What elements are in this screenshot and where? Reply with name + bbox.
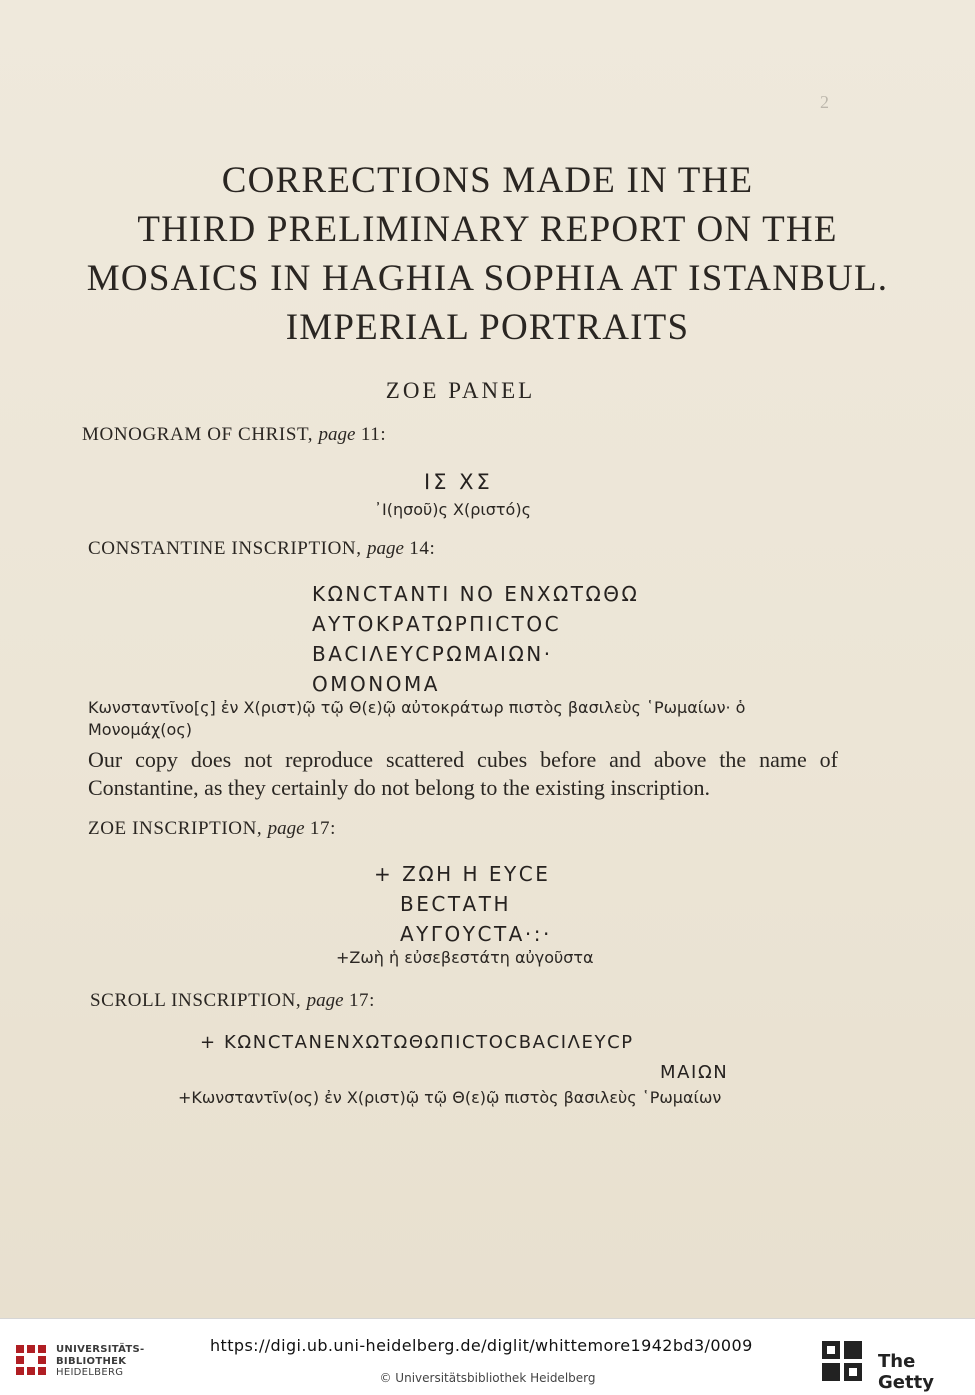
page-word: page (306, 990, 344, 1011)
scroll-inscription-line: + ΚΩΝCΤΑΝΕΝΧΩΤΩΘΩΠΙCΤΟCΒΑCΙΛΕΥCΡ (200, 1032, 634, 1053)
viewer-footer (0, 1318, 975, 1395)
copyright-notice: © Universitätsbibliothek Heidelberg (379, 1371, 596, 1385)
zoe-inscription-line: ΑΥΓΟΥCΤΑ·:· (400, 922, 552, 946)
constantine-inscription-line: ΒΑCΙΛΕΥCΡΩΜΑΙΩΝ· (312, 642, 553, 666)
page-num: 11: (360, 424, 387, 445)
scroll-reading: +Κωνσταντῖν(ος) ἐν Χ(ριστ)ῷ τῷ Θ(ε)ῷ πιστὸς βασιλεὺς ῾Ρωμαίων (178, 1088, 722, 1107)
scroll-inscription-line: ΜΑΙΩΝ (660, 1062, 729, 1083)
getty-logo-icon (820, 1339, 864, 1383)
constantine-inscription-line: ΚΩΝCΤΑΝΤΙ ΝΟ ΕΝΧΩΤΩΘΩ (312, 582, 640, 606)
page-num: 17: (309, 818, 337, 839)
library-line: BIBLIOTHEK (56, 1355, 127, 1367)
monogram-heading (82, 424, 386, 446)
monogram-inscription: ΙΣ ΧΣ (424, 470, 493, 494)
title-line: IMPERIAL PORTRAITS (285, 307, 690, 348)
page-word: page (318, 424, 356, 445)
scroll-heading (90, 990, 375, 1012)
constantine-label: CONSTANTINE INSCRIPTION, (88, 538, 362, 559)
page-number: 2 (820, 92, 829, 112)
title-line: THIRD PRELIMINARY REPORT ON THE (137, 209, 838, 250)
zoe-label: ZOE INSCRIPTION, (88, 818, 263, 839)
title-line: MOSAICS IN HAGHIA SOPHIA AT ISTANBUL. (86, 258, 889, 299)
getty-name: The Getty (878, 1351, 934, 1393)
library-line: HEIDELBERG (56, 1367, 124, 1378)
zoe-inscription-line: + ΖΩΗ Η ΕΥCΕ (374, 862, 551, 886)
zoe-reading: +Ζωὴ ἡ εὐσεβεστάτη αὐγοῦστα (336, 948, 594, 967)
permalink-url[interactable]: https://digi.ub.uni-heidelberg.de/diglit/whittemore1942bd3/0009 (210, 1336, 753, 1355)
page-num: 17: (348, 990, 376, 1011)
section-subtitle: ZOE PANEL (385, 378, 536, 403)
title-line: CORRECTIONS MADE IN THE (221, 160, 754, 201)
constantine-reading: Κωνσταντῖνο[ς] ἐν Χ(ριστ)ῷ τῷ Θ(ε)ῷ αὐτοκράτωρ πιστὸς βασιλεὺς ῾Ρωμαίων· ὁ (88, 698, 746, 717)
page-word: page (366, 538, 404, 559)
constantine-inscription-line: ΟΜΟΝΟΜΑ (312, 672, 440, 696)
constantine-inscription-line: ΑΥΤΟΚΡΑΤΩΡΠΙCΤΟC (312, 612, 562, 636)
constantine-reading-cont: Μονομάχ(ος) (88, 720, 192, 739)
constantine-note: Our copy does not reproduce scattered cubes before and above the name of Constantine, as they certainly do not belong to the existing inscription. (88, 747, 838, 800)
zoe-heading (88, 818, 336, 840)
monogram-reading: ᾿Ι(ησοῦ)ς Χ(ριστό)ς (374, 500, 531, 519)
constantine-heading (88, 538, 435, 560)
page-word: page (267, 818, 305, 839)
library-line: UNIVERSITÄTS- (56, 1344, 145, 1355)
bleed-through (120, 130, 124, 150)
page-num: 14: (409, 538, 436, 559)
zoe-inscription-line: ΒΕCΤΑΤΗ (400, 892, 511, 916)
document-title (60, 156, 915, 352)
monogram-label: MONOGRAM OF CHRIST, (82, 424, 314, 445)
scroll-label: SCROLL INSCRIPTION, (90, 990, 302, 1011)
